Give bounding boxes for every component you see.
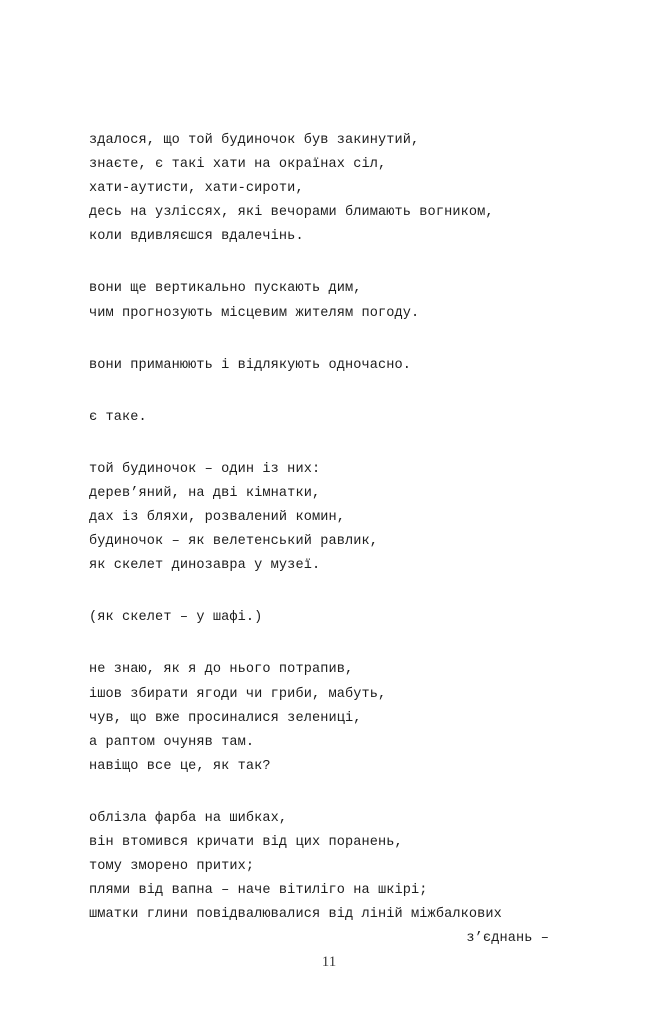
poem-line: дерев’яний, на дві кімнатки, — [89, 485, 321, 501]
poem-line: а раптом очуняв там. — [89, 734, 255, 750]
poem-line: як скелет динозавра у музеї. — [89, 558, 321, 574]
poem-line: є таке. — [89, 409, 147, 425]
poem-line: вони ще вертикально пускають дим, — [89, 281, 362, 297]
stanza-5 — [89, 458, 569, 578]
poem-line: чим прогнозують місцевим жителям погоду. — [89, 305, 420, 321]
stanza-6 — [89, 606, 569, 630]
poem-line: чув, що вже просиналися зелениці, — [89, 710, 362, 726]
poem-line: будиночок – як велетенський равлик, — [89, 534, 379, 550]
stanza-4 — [89, 406, 569, 430]
poem-line: коли вдивляєшся вдалечінь. — [89, 229, 304, 245]
stanza-7 — [89, 658, 569, 778]
poem-line: плями від вапна – наче вітиліго на шкірі; — [89, 883, 428, 899]
stanza-2 — [89, 277, 569, 325]
poem-body — [89, 129, 569, 979]
poem-line: знаєте, є такі хати на окраїнах сіл, — [89, 157, 387, 173]
poem-line: вони приманюють і відлякують одночасно. — [89, 357, 412, 373]
stanza-3 — [89, 354, 569, 378]
poem-line: десь на узліссях, які вечорами блимають вогником, — [89, 205, 494, 221]
stanza-8 — [89, 807, 569, 952]
poem-line: облізла фарба на шибках, — [89, 810, 288, 826]
poem-line: не знаю, як я до нього потрапив, — [89, 662, 354, 678]
poem-line: здалося, що той будиночок був закинутий, — [89, 133, 420, 148]
poem-line: той будиночок – один із них: — [89, 461, 321, 477]
poem-line: ішов збирати ягоди чи гриби, мабуть, — [89, 686, 387, 702]
poem-line: тому зморено притих; — [89, 859, 255, 875]
stanza-1 — [89, 129, 569, 249]
poem-line: дах із бляхи, розвалений комин, — [89, 510, 345, 526]
poem-line: він втомився кричати від цих поранень, — [89, 834, 403, 850]
poem-line: (як скелет – у шафі.) — [89, 610, 263, 626]
poem-line-continuation: з’єднань – — [466, 931, 549, 947]
poem-line: шматки глини повідвалювалися від ліній міжбалкових — [89, 907, 502, 923]
poem-line: навіщо все це, як так? — [89, 758, 271, 774]
page-number: 11 — [321, 954, 337, 970]
poem-line: хати-аутисти, хати-сироти, — [89, 181, 304, 197]
